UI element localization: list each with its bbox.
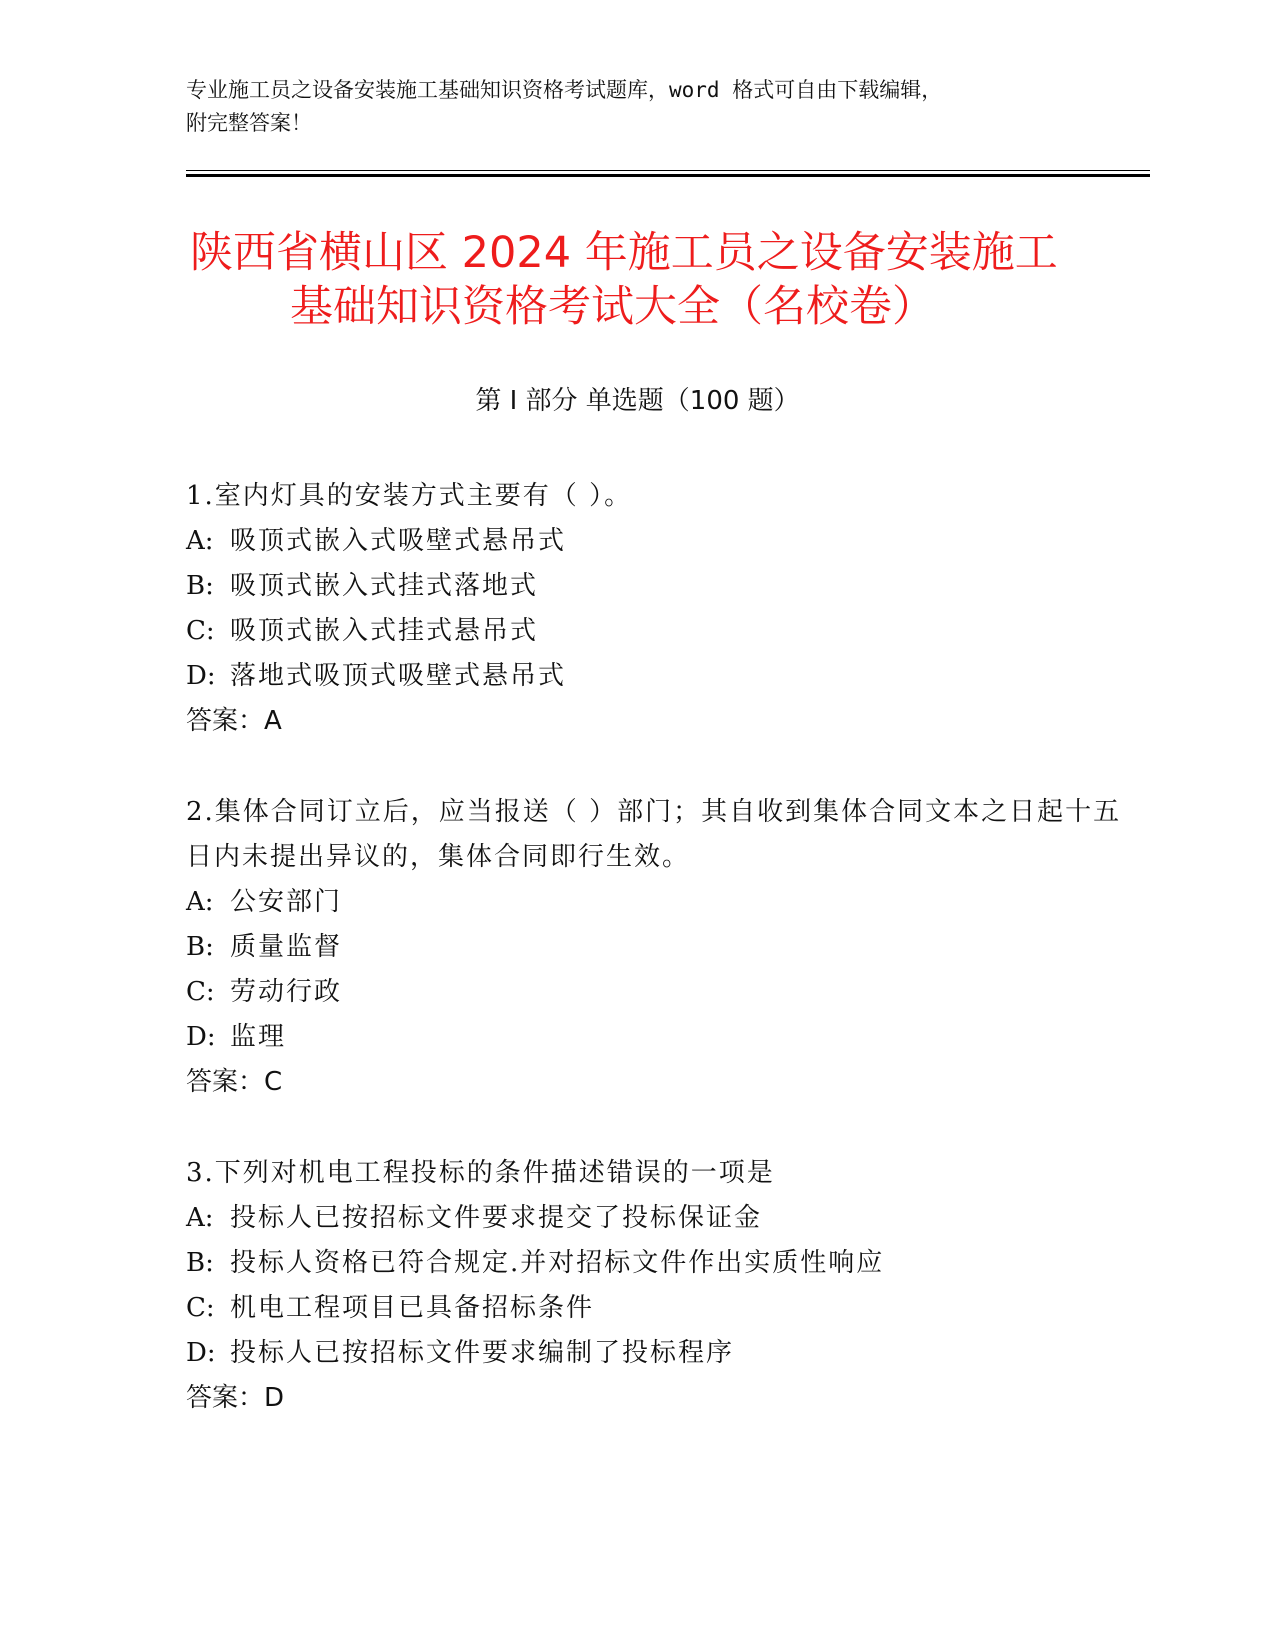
option-text: 公安部门 <box>230 887 343 917</box>
option-text: 投标人已按招标文件要求编制了投标程序 <box>230 1338 735 1368</box>
option-b <box>186 1241 1126 1286</box>
option-label: C: <box>186 977 215 1007</box>
header-divider-thick <box>186 174 1150 177</box>
option-label: D: <box>186 1338 216 1368</box>
option-text: 机电工程项目已具备招标条件 <box>230 1293 595 1323</box>
option-d <box>186 654 1126 699</box>
option-text: 吸顶式嵌入式吸壁式悬吊式 <box>230 526 567 556</box>
answer-line: 答案：A <box>186 706 282 736</box>
option-label: B: <box>186 571 214 601</box>
header-divider-thin <box>186 170 1150 171</box>
question-stem: 2.集体合同订立后，应当报送（ ）部门；其自收到集体合同文本之日起十五日内未提出异议的，集体合同即行生效。 <box>186 797 1122 872</box>
option-text: 质量监督 <box>230 932 343 962</box>
option-label: B: <box>186 932 214 962</box>
option-text: 落地式吸顶式吸壁式悬吊式 <box>230 661 567 691</box>
section-heading: 第 I 部分 单选题（100 题） <box>475 386 800 416</box>
question-item <box>186 790 1126 1105</box>
option-text: 投标人资格已符合规定.并对招标文件作出实质性响应 <box>230 1248 885 1278</box>
option-label: C: <box>186 1293 215 1323</box>
option-label: D: <box>186 1022 216 1052</box>
header-note-line1: 专业施工员之设备安装施工基础知识资格考试题库，word 格式可自由下载编辑， <box>186 78 943 102</box>
option-d <box>186 1331 1126 1376</box>
option-c <box>186 1286 1126 1331</box>
option-text: 吸顶式嵌入式挂式落地式 <box>230 571 539 601</box>
option-b <box>186 564 1126 609</box>
option-a <box>186 1196 1126 1241</box>
question-stem: 3.下列对机电工程投标的条件描述错误的一项是 <box>186 1158 775 1188</box>
option-text: 投标人已按招标文件要求提交了投标保证金 <box>230 1203 763 1233</box>
option-a <box>186 880 1126 925</box>
option-text: 吸顶式嵌入式挂式悬吊式 <box>230 616 539 646</box>
title-line1: 陕西省横山区 2024 年施工员之设备安装施工 <box>190 228 1058 278</box>
option-label: C: <box>186 616 215 646</box>
document-title <box>190 226 1090 334</box>
option-c <box>186 609 1126 654</box>
header-note <box>186 74 1086 140</box>
question-item <box>186 1151 1126 1421</box>
title-line2: 基础知识资格考试大全（名校卷） <box>290 282 935 332</box>
option-label: B: <box>186 1248 214 1278</box>
option-d <box>186 1015 1126 1060</box>
option-label: A: <box>186 1203 214 1233</box>
answer-line: 答案：D <box>186 1383 285 1413</box>
option-text: 劳动行政 <box>230 977 343 1007</box>
option-label: A: <box>186 526 214 556</box>
question-stem: 1.室内灯具的安装方式主要有（ ）。 <box>186 481 633 511</box>
option-c <box>186 970 1126 1015</box>
question-item <box>186 474 1126 744</box>
option-text: 监理 <box>230 1022 287 1052</box>
header-note-line2: 附完整答案！ <box>186 111 312 135</box>
answer-line: 答案：C <box>186 1067 283 1097</box>
option-a <box>186 519 1126 564</box>
option-b <box>186 925 1126 970</box>
question-list <box>186 474 1126 1467</box>
option-label: D: <box>186 661 216 691</box>
option-label: A: <box>186 887 214 917</box>
